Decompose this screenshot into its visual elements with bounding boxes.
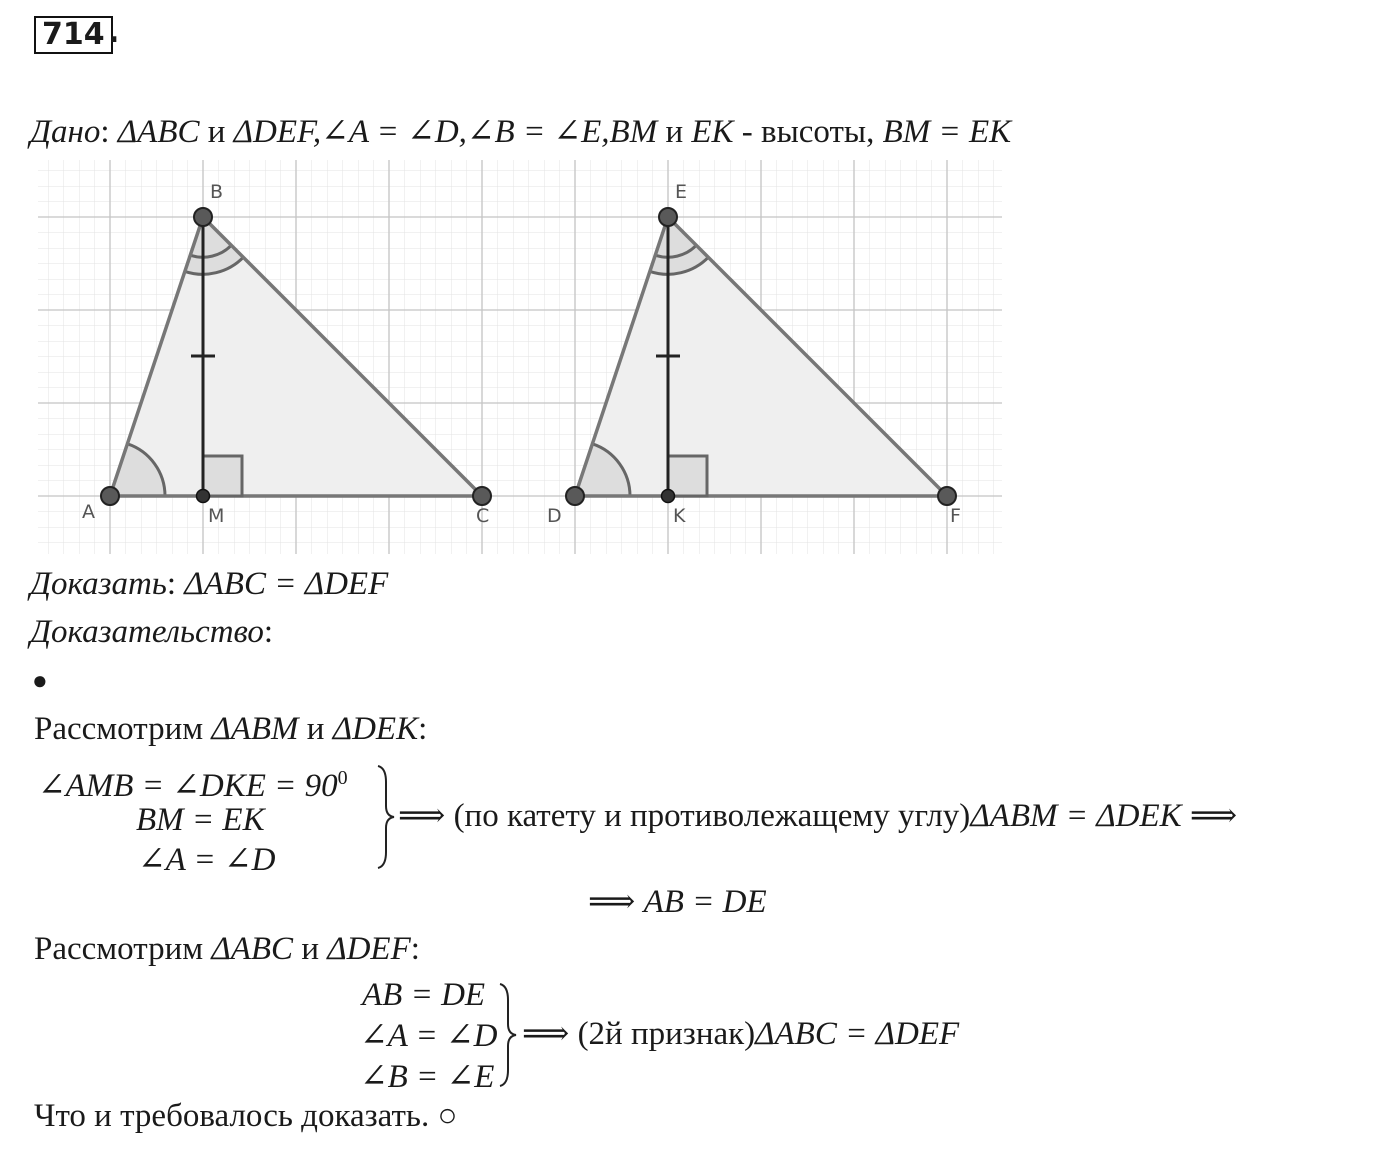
- step1-cond-2: BM = EK: [136, 802, 265, 838]
- step2-result-line: [522, 1014, 959, 1054]
- point-b: [194, 208, 212, 226]
- step1-arrow: ⟹: [398, 798, 446, 834]
- step1-reason: (по катету и противолежащему углу): [453, 798, 971, 834]
- step1-consider: Рассмотрим: [34, 711, 204, 747]
- step2-cond-2: ∠A = ∠D: [360, 1018, 498, 1054]
- bullet: ●: [32, 666, 48, 695]
- step2-colon: :: [410, 931, 420, 967]
- step1-heading: [34, 709, 427, 749]
- problem-number: 714: [34, 16, 113, 54]
- given-heights: - высоты,: [741, 114, 875, 150]
- point-c: [473, 487, 491, 505]
- step1-cond-1-text: ∠AMB = ∠DKE = 90: [38, 768, 338, 804]
- step1-conclusion-arrow: ⟹: [588, 884, 636, 920]
- point-d: [566, 487, 584, 505]
- qed-line: Что и требовалось доказать. ○: [34, 1098, 458, 1134]
- step1-and: и: [306, 711, 325, 747]
- step1-cond-3: ∠A = ∠D: [138, 842, 276, 878]
- label-f: F: [950, 505, 961, 527]
- step2-brace: [496, 982, 520, 1088]
- right-angle-m: [203, 456, 242, 496]
- label-m: M: [208, 505, 225, 527]
- step2-result: ΔABC = ΔDEF: [755, 1016, 960, 1052]
- step1-colon: :: [418, 711, 428, 747]
- point-e: [659, 208, 677, 226]
- given-text-2: ΔDEF,∠A = ∠D,∠B = ∠E,BM: [233, 114, 658, 150]
- step1-cond-1-sup: 0: [337, 767, 348, 789]
- label-k: K: [673, 505, 686, 527]
- given-and-2: и: [665, 114, 684, 150]
- prove-line: Доказать: ΔABC = ΔDEF: [30, 566, 389, 602]
- step1-arrow-end: ⟹: [1189, 798, 1238, 834]
- step2-cond-3: ∠B = ∠E: [360, 1059, 495, 1095]
- step1-cond-1: [38, 758, 348, 806]
- step2-tri-b: ΔDEF: [327, 931, 411, 967]
- prove-statement: ΔABC = ΔDEF: [184, 566, 389, 602]
- label-a: A: [82, 501, 95, 523]
- label-b: B: [210, 181, 224, 203]
- step2-cond-1: AB = DE: [362, 977, 486, 1013]
- right-angle-k: [668, 456, 707, 496]
- proof-label: Доказательство: [30, 614, 264, 650]
- step2-heading: [34, 929, 420, 969]
- step1-conclusion-line: [588, 882, 767, 922]
- step2-consider: Рассмотрим: [34, 931, 204, 967]
- label-c: C: [476, 505, 490, 527]
- step2-reason: (2й признак): [577, 1016, 756, 1052]
- given-and-1: и: [207, 114, 226, 150]
- proof-line: Доказательство:: [30, 614, 274, 650]
- prove-label: Доказать: [30, 566, 167, 602]
- given-text-1: ΔABC: [117, 114, 200, 150]
- point-a: [101, 487, 119, 505]
- step1-tri-b: ΔDEK: [332, 711, 419, 747]
- label-d: D: [547, 505, 562, 527]
- given-line: Дано: ΔABC и ΔDEF,∠A = ∠D,∠B = ∠E,BM и EK - высоты, BM = EK: [30, 114, 1012, 150]
- point-f: [938, 487, 956, 505]
- given-label: Дано: [30, 114, 101, 150]
- step1-result: ΔABM = ΔDEK: [970, 798, 1182, 834]
- step1-brace: [374, 764, 398, 870]
- step1-tri-a: ΔABM: [211, 711, 299, 747]
- step1-conclusion: AB = DE: [643, 884, 767, 920]
- point-m: [197, 490, 210, 503]
- step1-result-line: [398, 796, 1237, 836]
- step2-and: и: [301, 931, 319, 967]
- point-k: [662, 490, 675, 503]
- problem-number-dot: .: [108, 15, 120, 50]
- label-e: E: [675, 181, 688, 203]
- step2-arrow: ⟹: [522, 1016, 570, 1052]
- given-text-4: BM = EK: [882, 114, 1012, 150]
- given-text-3: EK: [691, 114, 734, 150]
- step2-tri-a: ΔABC: [211, 931, 294, 967]
